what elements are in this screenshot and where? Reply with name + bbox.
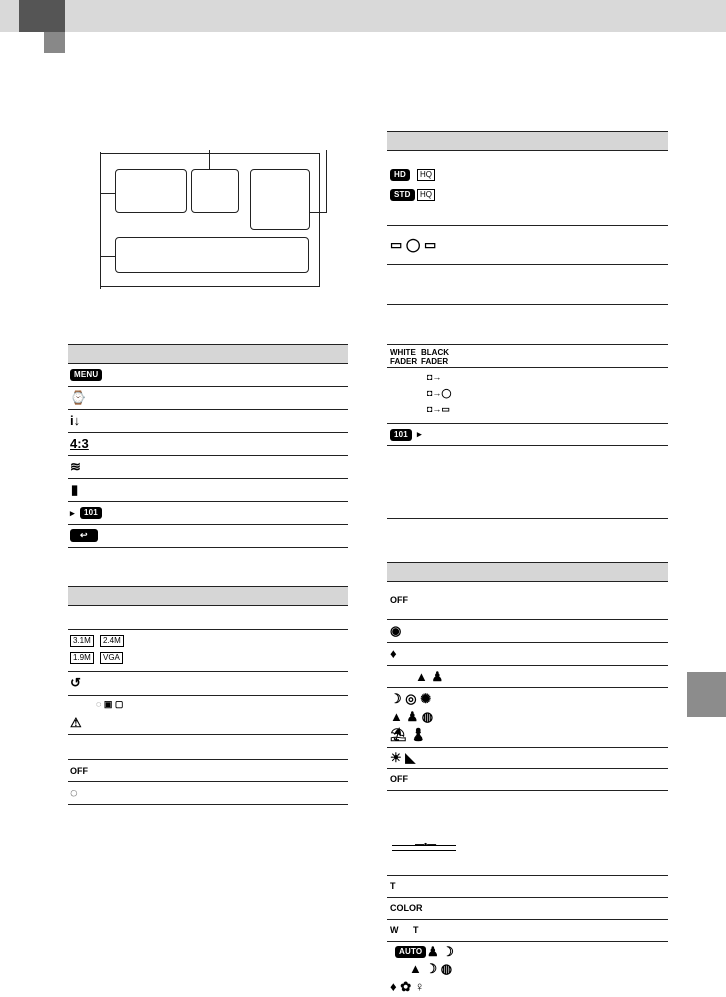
left-table-2 — [68, 586, 348, 805]
copy-direction-icon: ◘→◯ — [427, 388, 452, 398]
self-timer-icon: ⌚ — [70, 390, 87, 405]
table-row — [387, 582, 668, 620]
table-row — [68, 525, 348, 548]
size-2.4m-icon: 2.4M — [100, 635, 124, 647]
warning-icon: ⚠ — [70, 715, 82, 730]
return-button-icon: ↩ — [70, 529, 98, 542]
disc-off-icon: OFF — [70, 766, 88, 776]
intelligent-auto-icon: AUTO — [395, 946, 426, 958]
white-fader-icon — [390, 348, 417, 366]
header-sub-marker — [44, 32, 65, 53]
area-upper-center — [191, 169, 239, 213]
leader-bottom-h — [100, 256, 116, 257]
table-row — [387, 920, 668, 942]
table-row — [387, 368, 668, 424]
table-row — [68, 364, 348, 387]
leader-upper-left — [100, 152, 101, 194]
steadyshot-off-icon: OFF — [390, 774, 408, 784]
table-row — [387, 345, 668, 368]
white-label: WHITE — [390, 348, 416, 357]
hq-icon: HQ — [417, 169, 435, 181]
header-bar — [0, 0, 726, 32]
scene-icons-row3: ▲ ☽ ◍ — [409, 961, 453, 976]
leader-upper-right — [326, 150, 327, 213]
spot-focus-icon: ◉ — [390, 623, 402, 638]
aspect-ratio-icon: 4:3 — [70, 436, 89, 451]
table-row — [68, 735, 348, 760]
table-row — [68, 696, 348, 735]
area-bottom — [115, 237, 309, 273]
face-detection-off-icon: OFF — [390, 595, 408, 605]
area-upper-left — [115, 169, 187, 213]
black-fader-icon — [421, 348, 449, 366]
table-row — [387, 688, 668, 748]
x-v-color-icon: COLOR — [390, 903, 423, 913]
fade-w-icon: W — [390, 925, 399, 935]
fader-label: FADER — [421, 357, 449, 366]
scene-icons-row2: ▲ ♟ ◍ — [390, 709, 434, 724]
table-row — [387, 424, 668, 446]
header-marker — [19, 0, 65, 32]
right-table-1 — [387, 131, 668, 519]
scene-icons-row4: ♦ ✿ ♀ — [390, 979, 425, 994]
table-row — [68, 502, 348, 525]
candle-icon: ♦ — [390, 646, 397, 661]
table-row — [68, 672, 348, 696]
table-row — [387, 748, 668, 769]
table-row — [68, 387, 348, 410]
table-row — [387, 151, 668, 226]
table-row — [68, 630, 348, 672]
table-row — [387, 791, 668, 876]
size-3.1m-icon: 3.1M — [70, 635, 94, 647]
table-row — [387, 942, 668, 997]
scene-selection-icons: ☽ ◎ ✺ — [390, 691, 432, 706]
wireless-icon: ≋ — [70, 459, 81, 474]
landscape-portrait-icons: ▲ ♟ — [415, 669, 444, 684]
table-header — [68, 586, 348, 606]
face-index-icon: i↓ — [70, 413, 81, 428]
exposure-marker: —•— — [415, 839, 437, 849]
side-tab — [687, 672, 726, 717]
table-row — [68, 782, 348, 805]
table-row — [387, 446, 668, 519]
table-row — [387, 305, 668, 345]
table-row — [68, 606, 348, 630]
table-row — [387, 226, 668, 265]
white-balance-icons: ☀ ◣ — [390, 750, 416, 765]
copy-direction-icon: ◘→ — [427, 372, 442, 382]
disc-icon: ◌ — [70, 785, 78, 800]
table-row — [387, 876, 668, 898]
fade-t-icon: T — [413, 925, 419, 935]
scene-icons-row3: ⛱ ♟ — [390, 727, 427, 742]
arrow-right-icon: ▸ — [70, 508, 75, 518]
table-header — [387, 131, 668, 151]
table-row — [68, 479, 348, 502]
leader-upper-center — [209, 150, 210, 170]
table-header — [387, 562, 668, 582]
table-row — [387, 666, 668, 688]
battery-icon: ▮ — [71, 482, 79, 497]
size-1.9m-icon: 1.9M — [70, 652, 94, 664]
leader-upper-right-h — [309, 212, 327, 213]
hd-quality-icon: HD — [390, 169, 410, 181]
scene-icons-row2: ♟ ☽ — [427, 944, 454, 959]
tele-macro-icon: T — [390, 881, 396, 891]
table-row — [68, 410, 348, 433]
media-icons: ▭ ◯ ▭ — [390, 237, 437, 252]
std-hq-icon: HQ — [417, 189, 435, 201]
table-row — [68, 456, 348, 479]
area-upper-right — [250, 169, 310, 230]
table-row — [387, 898, 668, 920]
table-row — [387, 769, 668, 791]
table-row — [68, 433, 348, 456]
leader-upper-left-h — [100, 193, 116, 194]
playback-folder-icon: 101 — [390, 429, 412, 441]
table-header — [68, 344, 348, 364]
repeat-icon: ↺ — [70, 675, 81, 690]
right-table-2 — [387, 562, 668, 997]
table-row — [68, 760, 348, 782]
disc-warning-icons: ◌ ▣ ▢ — [96, 699, 124, 709]
copy-direction-icon: ◘→▭ — [427, 404, 450, 414]
folder-101-icon: 101 — [80, 507, 102, 519]
size-vga-icon: VGA — [100, 652, 123, 664]
std-quality-icon: STD — [390, 189, 415, 201]
menu-button-icon: MENU — [70, 369, 102, 381]
table-row — [387, 620, 668, 643]
table-row — [387, 265, 668, 305]
black-label: BLACK — [421, 348, 449, 357]
leader-bottom — [100, 256, 101, 289]
fader-label: FADER — [390, 357, 418, 366]
table-row — [387, 643, 668, 666]
arrow-right-icon: ▸ — [417, 429, 422, 439]
left-table-1 — [68, 344, 348, 548]
